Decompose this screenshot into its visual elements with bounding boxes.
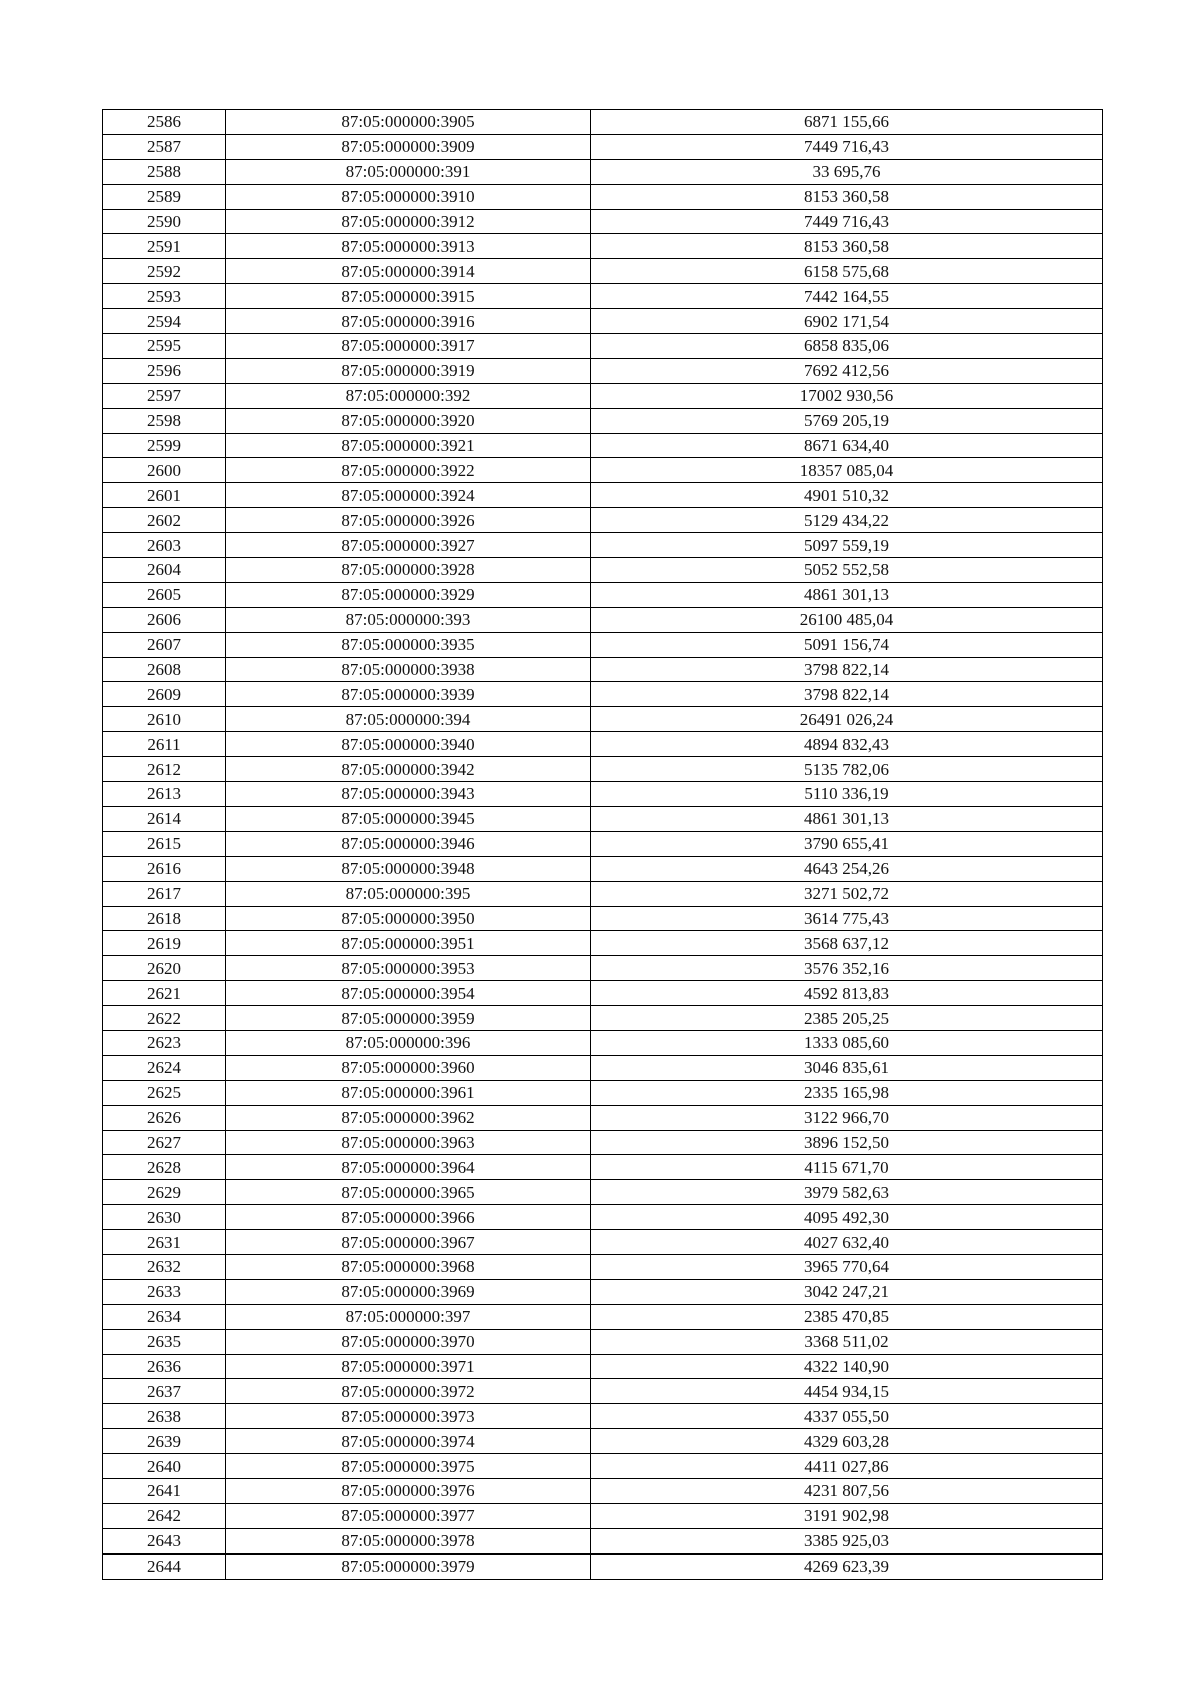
row-number-cell: 2601 <box>103 483 226 508</box>
table-row <box>103 110 1103 135</box>
cadastral-number-cell: 87:05:000000:394 <box>226 707 591 732</box>
table-row <box>103 558 1103 583</box>
row-number-cell: 2617 <box>103 881 226 906</box>
table-row <box>103 981 1103 1006</box>
cadastral-number-cell: 87:05:000000:3968 <box>226 1254 591 1279</box>
table-row <box>103 931 1103 956</box>
cadastral-number-cell: 87:05:000000:3940 <box>226 732 591 757</box>
cadastral-number-cell: 87:05:000000:3928 <box>226 558 591 583</box>
row-number-cell: 2620 <box>103 956 226 981</box>
cadastral-value-cell: 5110 336,19 <box>591 782 1103 807</box>
table-row <box>103 1554 1103 1579</box>
cadastral-value-cell: 3122 966,70 <box>591 1105 1103 1130</box>
row-number-cell: 2612 <box>103 757 226 782</box>
table-row <box>103 1006 1103 1031</box>
cadastral-value-cell: 4454 934,15 <box>591 1379 1103 1404</box>
cadastral-number-cell: 87:05:000000:3905 <box>226 110 591 135</box>
cadastral-value-cell: 4901 510,32 <box>591 483 1103 508</box>
cadastral-value-cell: 4861 301,13 <box>591 806 1103 831</box>
cadastral-value-cell: 3896 152,50 <box>591 1130 1103 1155</box>
row-number-cell: 2606 <box>103 607 226 632</box>
cadastral-number-cell: 87:05:000000:3929 <box>226 582 591 607</box>
cadastral-value-cell: 3042 247,21 <box>591 1279 1103 1304</box>
table-row <box>103 1329 1103 1354</box>
cadastral-number-cell: 87:05:000000:395 <box>226 881 591 906</box>
row-number-cell: 2596 <box>103 358 226 383</box>
row-number-cell: 2618 <box>103 906 226 931</box>
table-row <box>103 433 1103 458</box>
cadastral-number-cell: 87:05:000000:3921 <box>226 433 591 458</box>
table-row <box>103 1279 1103 1304</box>
table-row <box>103 757 1103 782</box>
table-row <box>103 533 1103 558</box>
table-row <box>103 1205 1103 1230</box>
cadastral-value-cell: 3798 822,14 <box>591 682 1103 707</box>
table-row <box>103 1155 1103 1180</box>
row-number-cell: 2644 <box>103 1554 226 1579</box>
row-number-cell: 2632 <box>103 1254 226 1279</box>
table-row <box>103 1030 1103 1055</box>
row-number-cell: 2609 <box>103 682 226 707</box>
cadastral-number-cell: 87:05:000000:3927 <box>226 533 591 558</box>
cadastral-number-cell: 87:05:000000:3976 <box>226 1478 591 1503</box>
cadastral-number-cell: 87:05:000000:3954 <box>226 981 591 1006</box>
table-row <box>103 1230 1103 1255</box>
cadastral-number-cell: 87:05:000000:3969 <box>226 1279 591 1304</box>
table-row <box>103 881 1103 906</box>
cadastral-value-cell: 3614 775,43 <box>591 906 1103 931</box>
cadastral-number-cell: 87:05:000000:397 <box>226 1304 591 1329</box>
cadastral-value-cell: 7449 716,43 <box>591 209 1103 234</box>
table-row <box>103 1354 1103 1379</box>
row-number-cell: 2603 <box>103 533 226 558</box>
cadastral-value-cell: 4115 671,70 <box>591 1155 1103 1180</box>
cadastral-number-cell: 87:05:000000:3910 <box>226 184 591 209</box>
cadastral-value-cell: 3368 511,02 <box>591 1329 1103 1354</box>
cadastral-value-cell: 3979 582,63 <box>591 1180 1103 1205</box>
row-number-cell: 2600 <box>103 458 226 483</box>
cadastral-number-cell: 87:05:000000:3915 <box>226 284 591 309</box>
cadastral-value-cell: 5769 205,19 <box>591 408 1103 433</box>
row-number-cell: 2592 <box>103 259 226 284</box>
cadastral-number-cell: 87:05:000000:3919 <box>226 358 591 383</box>
table-row <box>103 1429 1103 1454</box>
table-row <box>103 1478 1103 1503</box>
cadastral-value-cell: 6158 575,68 <box>591 259 1103 284</box>
row-number-cell: 2605 <box>103 582 226 607</box>
cadastral-number-cell: 87:05:000000:3975 <box>226 1454 591 1479</box>
table-row <box>103 657 1103 682</box>
row-number-cell: 2597 <box>103 383 226 408</box>
row-number-cell: 2642 <box>103 1503 226 1528</box>
cadastral-value-cell: 4329 603,28 <box>591 1429 1103 1454</box>
cadastral-number-cell: 87:05:000000:3959 <box>226 1006 591 1031</box>
row-number-cell: 2589 <box>103 184 226 209</box>
table-row <box>103 707 1103 732</box>
row-number-cell: 2593 <box>103 284 226 309</box>
row-number-cell: 2626 <box>103 1105 226 1130</box>
cadastral-number-cell: 87:05:000000:3946 <box>226 831 591 856</box>
row-number-cell: 2624 <box>103 1055 226 1080</box>
row-number-cell: 2622 <box>103 1006 226 1031</box>
cadastral-number-cell: 87:05:000000:3926 <box>226 508 591 533</box>
row-number-cell: 2613 <box>103 782 226 807</box>
cadastral-value-cell: 4322 140,90 <box>591 1354 1103 1379</box>
row-number-cell: 2598 <box>103 408 226 433</box>
cadastral-value-cell: 3385 925,03 <box>591 1528 1103 1553</box>
cadastral-value-cell: 4861 301,13 <box>591 582 1103 607</box>
table-row <box>103 1180 1103 1205</box>
table-row <box>103 956 1103 981</box>
row-number-cell: 2635 <box>103 1329 226 1354</box>
cadastral-value-cell: 2335 165,98 <box>591 1080 1103 1105</box>
cadastral-number-cell: 87:05:000000:3945 <box>226 806 591 831</box>
row-number-cell: 2599 <box>103 433 226 458</box>
row-number-cell: 2614 <box>103 806 226 831</box>
cadastral-value-cell: 1333 085,60 <box>591 1030 1103 1055</box>
cadastral-value-cell: 6902 171,54 <box>591 309 1103 334</box>
table-row <box>103 1130 1103 1155</box>
cadastral-number-cell: 87:05:000000:3963 <box>226 1130 591 1155</box>
cadastral-value-cell: 8153 360,58 <box>591 234 1103 259</box>
cadastral-number-cell: 87:05:000000:3909 <box>226 134 591 159</box>
cadastral-value-cell: 4231 807,56 <box>591 1478 1103 1503</box>
cadastral-number-cell: 87:05:000000:3948 <box>226 856 591 881</box>
row-number-cell: 2587 <box>103 134 226 159</box>
row-number-cell: 2629 <box>103 1180 226 1205</box>
row-number-cell: 2638 <box>103 1404 226 1429</box>
cadastral-number-cell: 87:05:000000:3964 <box>226 1155 591 1180</box>
cadastral-number-cell: 87:05:000000:3917 <box>226 334 591 359</box>
cadastral-value-cell: 6858 835,06 <box>591 334 1103 359</box>
cadastral-number-cell: 87:05:000000:3966 <box>226 1205 591 1230</box>
row-number-cell: 2637 <box>103 1379 226 1404</box>
row-number-cell: 2610 <box>103 707 226 732</box>
table-row <box>103 1080 1103 1105</box>
row-number-cell: 2608 <box>103 657 226 682</box>
row-number-cell: 2639 <box>103 1429 226 1454</box>
cadastral-number-cell: 87:05:000000:3961 <box>226 1080 591 1105</box>
cadastral-number-cell: 87:05:000000:3943 <box>226 782 591 807</box>
table-row <box>103 582 1103 607</box>
cadastral-number-cell: 87:05:000000:3950 <box>226 906 591 931</box>
row-number-cell: 2634 <box>103 1304 226 1329</box>
table-row <box>103 358 1103 383</box>
table-row <box>103 856 1103 881</box>
row-number-cell: 2607 <box>103 632 226 657</box>
cadastral-value-cell: 8153 360,58 <box>591 184 1103 209</box>
cadastral-value-cell: 4027 632,40 <box>591 1230 1103 1255</box>
cadastral-value-cell: 2385 205,25 <box>591 1006 1103 1031</box>
table-row <box>103 259 1103 284</box>
cadastral-number-cell: 87:05:000000:3978 <box>226 1528 591 1553</box>
cadastral-value-cell: 26491 026,24 <box>591 707 1103 732</box>
cadastral-value-cell: 7442 164,55 <box>591 284 1103 309</box>
table-row <box>103 1454 1103 1479</box>
table-row <box>103 806 1103 831</box>
cadastral-value-cell: 4643 254,26 <box>591 856 1103 881</box>
cadastral-number-cell: 87:05:000000:3939 <box>226 682 591 707</box>
cadastral-value-cell: 26100 485,04 <box>591 607 1103 632</box>
cadastral-value-cell: 17002 930,56 <box>591 383 1103 408</box>
cadastral-number-cell: 87:05:000000:3970 <box>226 1329 591 1354</box>
row-number-cell: 2631 <box>103 1230 226 1255</box>
table-row <box>103 458 1103 483</box>
table-row <box>103 632 1103 657</box>
cadastral-value-cell: 4592 813,83 <box>591 981 1103 1006</box>
row-number-cell: 2623 <box>103 1030 226 1055</box>
cadastral-number-cell: 87:05:000000:3971 <box>226 1354 591 1379</box>
table-row <box>103 209 1103 234</box>
cadastral-value-cell: 4095 492,30 <box>591 1205 1103 1230</box>
cadastral-number-cell: 87:05:000000:3912 <box>226 209 591 234</box>
cadastral-value-cell: 8671 634,40 <box>591 433 1103 458</box>
cadastral-number-cell: 87:05:000000:3951 <box>226 931 591 956</box>
table-row <box>103 1105 1103 1130</box>
table-row <box>103 732 1103 757</box>
cadastral-number-cell: 87:05:000000:3973 <box>226 1404 591 1429</box>
table-row <box>103 383 1103 408</box>
cadastral-value-cell: 3568 637,12 <box>591 931 1103 956</box>
cadastral-value-cell: 4894 832,43 <box>591 732 1103 757</box>
cadastral-value-cell: 7692 412,56 <box>591 358 1103 383</box>
row-number-cell: 2625 <box>103 1080 226 1105</box>
table-row <box>103 1404 1103 1429</box>
table-row <box>103 508 1103 533</box>
row-number-cell: 2590 <box>103 209 226 234</box>
table-row <box>103 831 1103 856</box>
cadastral-number-cell: 87:05:000000:3962 <box>226 1105 591 1130</box>
cadastral-value-cell: 5052 552,58 <box>591 558 1103 583</box>
table-row <box>103 682 1103 707</box>
cadastral-value-cell: 2385 470,85 <box>591 1304 1103 1329</box>
cadastral-value-cell: 3271 502,72 <box>591 881 1103 906</box>
table-body <box>103 110 1103 1580</box>
row-number-cell: 2602 <box>103 508 226 533</box>
table-row <box>103 1304 1103 1329</box>
cadastral-number-cell: 87:05:000000:3942 <box>226 757 591 782</box>
cadastral-value-cell: 5135 782,06 <box>591 757 1103 782</box>
cadastral-number-cell: 87:05:000000:3979 <box>226 1554 591 1579</box>
cadastral-number-cell: 87:05:000000:3967 <box>226 1230 591 1255</box>
cadastral-number-cell: 87:05:000000:396 <box>226 1030 591 1055</box>
cadastral-number-cell: 87:05:000000:3977 <box>226 1503 591 1528</box>
cadastral-number-cell: 87:05:000000:392 <box>226 383 591 408</box>
row-number-cell: 2630 <box>103 1205 226 1230</box>
cadastral-value-cell: 4269 623,39 <box>591 1554 1103 1579</box>
row-number-cell: 2619 <box>103 931 226 956</box>
row-number-cell: 2628 <box>103 1155 226 1180</box>
cadastral-value-cell: 5097 559,19 <box>591 533 1103 558</box>
cadastral-number-cell: 87:05:000000:3935 <box>226 632 591 657</box>
cadastral-value-cell: 18357 085,04 <box>591 458 1103 483</box>
cadastral-value-cell: 5129 434,22 <box>591 508 1103 533</box>
row-number-cell: 2621 <box>103 981 226 1006</box>
row-number-cell: 2588 <box>103 159 226 184</box>
row-number-cell: 2616 <box>103 856 226 881</box>
row-number-cell: 2595 <box>103 334 226 359</box>
cadastral-value-cell: 7449 716,43 <box>591 134 1103 159</box>
cadastral-number-cell: 87:05:000000:393 <box>226 607 591 632</box>
cadastral-value-cell: 3191 902,98 <box>591 1503 1103 1528</box>
cadastral-value-cell: 5091 156,74 <box>591 632 1103 657</box>
cadastral-value-cell: 3576 352,16 <box>591 956 1103 981</box>
cadastral-number-cell: 87:05:000000:3922 <box>226 458 591 483</box>
table-row <box>103 408 1103 433</box>
table-row <box>103 1503 1103 1528</box>
table-row <box>103 309 1103 334</box>
row-number-cell: 2586 <box>103 110 226 135</box>
row-number-cell: 2643 <box>103 1528 226 1553</box>
cadastral-number-cell: 87:05:000000:3960 <box>226 1055 591 1080</box>
cadastral-number-cell: 87:05:000000:3974 <box>226 1429 591 1454</box>
row-number-cell: 2604 <box>103 558 226 583</box>
cadastral-number-cell: 87:05:000000:3965 <box>226 1180 591 1205</box>
cadastral-value-cell: 4411 027,86 <box>591 1454 1103 1479</box>
table-row <box>103 134 1103 159</box>
cadastral-number-cell: 87:05:000000:3916 <box>226 309 591 334</box>
cadastral-value-cell: 3798 822,14 <box>591 657 1103 682</box>
row-number-cell: 2636 <box>103 1354 226 1379</box>
cadastral-value-cell: 6871 155,66 <box>591 110 1103 135</box>
cadastral-number-cell: 87:05:000000:3938 <box>226 657 591 682</box>
table-row <box>103 906 1103 931</box>
cadastral-value-cell: 33 695,76 <box>591 159 1103 184</box>
row-number-cell: 2611 <box>103 732 226 757</box>
row-number-cell: 2627 <box>103 1130 226 1155</box>
cadastral-number-cell: 87:05:000000:3924 <box>226 483 591 508</box>
cadastral-value-cell: 3046 835,61 <box>591 1055 1103 1080</box>
cadastral-number-cell: 87:05:000000:3913 <box>226 234 591 259</box>
table-row <box>103 184 1103 209</box>
row-number-cell: 2641 <box>103 1478 226 1503</box>
table-row <box>103 1528 1103 1553</box>
cadastral-number-cell: 87:05:000000:3920 <box>226 408 591 433</box>
cadastral-value-cell: 3965 770,64 <box>591 1254 1103 1279</box>
cadastral-value-cell: 4337 055,50 <box>591 1404 1103 1429</box>
row-number-cell: 2591 <box>103 234 226 259</box>
table-row <box>103 1254 1103 1279</box>
row-number-cell: 2633 <box>103 1279 226 1304</box>
table-row <box>103 1055 1103 1080</box>
table-row <box>103 234 1103 259</box>
table-row <box>103 1379 1103 1404</box>
cadastral-number-cell: 87:05:000000:3953 <box>226 956 591 981</box>
table-row <box>103 607 1103 632</box>
table-row <box>103 159 1103 184</box>
cadastral-number-cell: 87:05:000000:3914 <box>226 259 591 284</box>
row-number-cell: 2615 <box>103 831 226 856</box>
row-number-cell: 2640 <box>103 1454 226 1479</box>
cadastral-value-table <box>102 109 1103 1580</box>
cadastral-number-cell: 87:05:000000:391 <box>226 159 591 184</box>
table-row <box>103 284 1103 309</box>
table-row <box>103 334 1103 359</box>
row-number-cell: 2594 <box>103 309 226 334</box>
table-row <box>103 782 1103 807</box>
cadastral-value-cell: 3790 655,41 <box>591 831 1103 856</box>
table-row <box>103 483 1103 508</box>
cadastral-number-cell: 87:05:000000:3972 <box>226 1379 591 1404</box>
